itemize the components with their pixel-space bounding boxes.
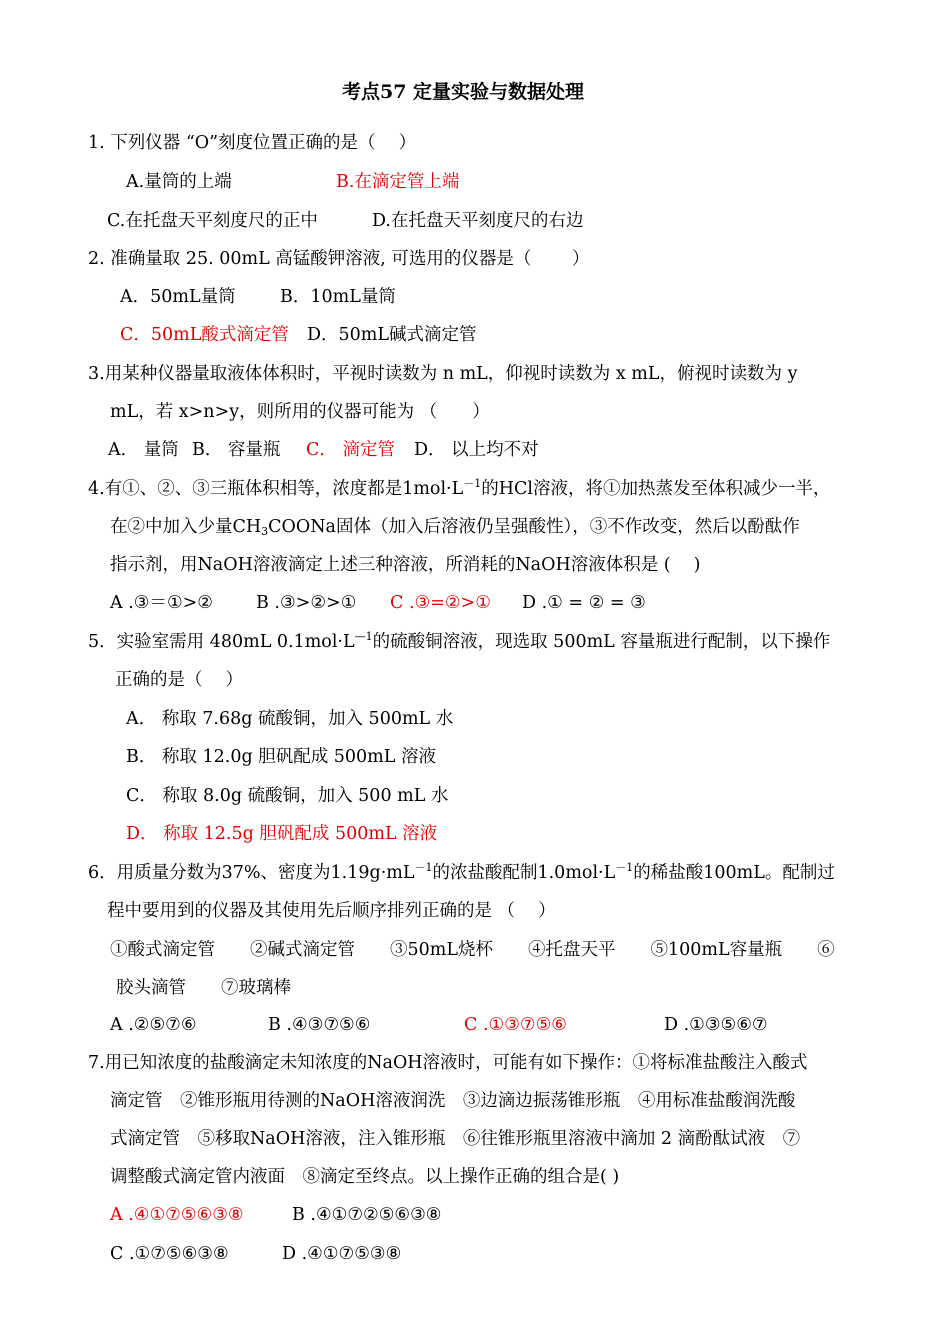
q2-option-b: B．10mL量筒 [280, 287, 396, 307]
q2-stem: 2. 准确量取 25. 00mL 高锰酸钾溶液, 可选用的仪器是（ ） [88, 249, 590, 269]
q1-option-c: C.在托盘天平刻度尺的正中 [107, 211, 318, 231]
q2-option-a: A．50mL量筒 [120, 287, 236, 307]
q5-stem-line2: 正确的是（ ） [115, 670, 244, 690]
q4-stem-line1-pre: 4.有①、②、③三瓶体积相等，浓度都是1mol·L [88, 479, 464, 499]
q6-stem-line1-mid: 的浓盐酸配制1.0mol·L [432, 863, 616, 883]
q7-option-d: D .④①⑦⑤③⑧ [282, 1244, 402, 1264]
q1-option-a: A.量筒的上端 [126, 172, 232, 192]
q7-option-b: B .④①⑦②⑤⑥③⑧ [292, 1205, 442, 1225]
q2-option-d: D．50mL碱式滴定管 [307, 325, 477, 345]
q7-stem-line3: 式滴定管 ⑤移取NaOH溶液，注入锥形瓶 ⑥往锥形瓶里溶液中滴加 2 滴酚酞试液 ⑦ [110, 1129, 801, 1149]
q5-stem-line1-sup: —1 [354, 630, 373, 643]
q6-option-b: B .④③⑦⑤⑥ [268, 1015, 371, 1035]
q3-option-a: A． 量筒 [108, 440, 179, 460]
q4-stem-line1-post: 的HCl溶液，将①加热蒸发至体积减少一半， [481, 479, 831, 499]
q4-option-d: D .① = ② = ③ [522, 593, 646, 613]
q4-stem-line1 [88, 477, 831, 501]
q5-option-d: D． 称取 12.5g 胆矾配成 500mL 溶液 [126, 824, 438, 844]
q5-option-b: B． 称取 12.0g 胆矾配成 500mL 溶液 [126, 747, 436, 767]
q7-option-a: A .④①⑦⑤⑥③⑧ [110, 1205, 244, 1225]
q6-option-d: D .①③⑤⑥⑦ [664, 1015, 768, 1035]
q5-option-a: A． 称取 7.68g 硫酸铜，加入 500mL 水 [126, 709, 454, 729]
q6-stem-line1 [88, 861, 835, 885]
q7-stem-line2: 滴定管 ②锥形瓶用待测的NaOH溶液润洗 ③边滴边振荡锥形瓶 ④用标准盐酸润洗酸 [110, 1091, 796, 1111]
q5-stem-line1-post: 的硫酸铜溶液，现选取 500mL 容量瓶进行配制，以下操作 [372, 632, 831, 652]
q4-option-c: C .③=②>① [390, 593, 491, 613]
q3-option-b: B． 容量瓶 [192, 440, 281, 460]
q6-options-line1: ①酸式滴定管 ②碱式滴定管 ③50mL烧杯 ④托盘天平 ⑤100mL容量瓶 ⑥ [110, 940, 835, 960]
q6-option-c: C .①③⑦⑤⑥ [464, 1015, 567, 1035]
q1-option-b: B.在滴定管上端 [336, 172, 460, 192]
q4-stem-line2 [110, 515, 800, 539]
q3-option-d: D． 以上均不对 [414, 440, 539, 460]
q4-option-a: A .③＝①>② [110, 593, 213, 613]
q7-option-c: C .①⑦⑤⑥③⑧ [110, 1244, 229, 1264]
q6-option-a: A .②⑤⑦⑥ [110, 1015, 197, 1035]
q3-stem-line1: 3.用某种仪器量取液体体积时，平视时读数为 n mL，仰视时读数为 x mL，俯视时读数为 y [88, 364, 798, 384]
q6-stem-line1-post: 的稀盐酸100mL。配制过 [633, 863, 835, 883]
q3-stem-line2: mL，若 x>n>y，则所用的仪器可能为 （ ） [110, 402, 490, 422]
q6-options-line2: 胶头滴管 ⑦玻璃棒 [116, 978, 291, 998]
q7-stem-line4: 调整酸式滴定管内液面 ⑧滴定至终点。以上操作正确的组合是( ) [110, 1167, 620, 1187]
q4-stem-line1-sup: －1 [463, 477, 482, 490]
q2-option-c: C．50mL酸式滴定管 [120, 325, 289, 345]
q4-stem-line2-post: COONa固体（加入后溶液仍呈强酸性），③不作改变，然后以酚酞作 [268, 517, 800, 537]
q4-stem-line2-pre: 在②中加入少量CH [110, 517, 262, 537]
q1-option-d: D.在托盘天平刻度尺的右边 [372, 211, 584, 231]
q5-stem-line1-pre: 5．实验室需用 480mL 0.1mol·L [88, 632, 355, 652]
q6-stem-line1-sup1: －1 [414, 861, 433, 874]
q4-option-b: B .③>②>① [256, 593, 357, 613]
q5-option-c: C． 称取 8.0g 硫酸铜，加入 500 mL 水 [126, 786, 449, 806]
q5-stem-line1 [88, 630, 830, 654]
q4-stem-line3: 指示剂，用NaOH溶液滴定上述三种溶液，所消耗的NaOH溶液体积是 ( ) [110, 555, 701, 575]
q4-stem-line2-sub: 3 [261, 525, 269, 538]
q1-stem: 1. 下列仪器 “O”刻度位置正确的是（ ） [88, 133, 417, 153]
page-title: 考点57 定量实验与数据处理 [342, 81, 585, 103]
q6-stem-line1-pre: 6．用质量分数为37%、密度为1.19g·mL [88, 863, 415, 883]
q7-stem-line1: 7.用已知浓度的盐酸滴定未知浓度的NaOH溶液时，可能有如下操作：①将标准盐酸注入酸式 [88, 1053, 808, 1073]
q6-stem-line1-sup2: －1 [615, 861, 634, 874]
q3-option-c: C． 滴定管 [306, 440, 395, 460]
q6-stem-line2: 程中要用到的仪器及其使用先后顺序排列正确的是 （ ） [107, 901, 556, 921]
